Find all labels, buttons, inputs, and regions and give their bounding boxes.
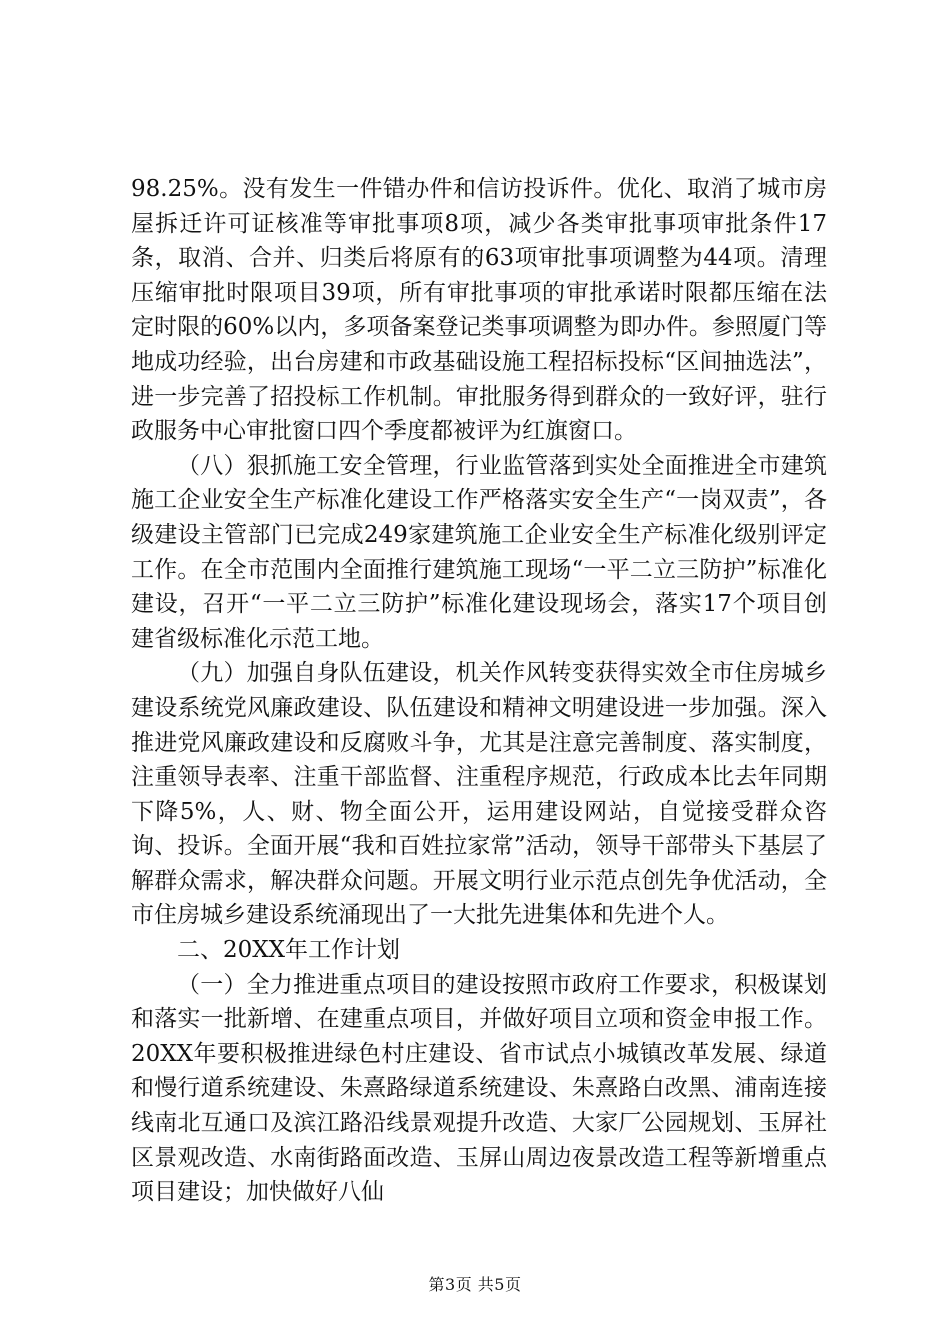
paragraph-approval-summary: 98.25%。没有发生一件错办件和信访投诉件。优化、取消了城市房屋拆迁许可证核准等审批事项8项，减少各类审批事项审批条件17条，取消、合并、归类后将原有的63项审批事项调整为44项。清理压缩审批时限项目39项，所有审批事项的审批承诺时限都压缩在法定时限的60%以内，多项备案登记类事项调整为即办件。参照厦门等地成功经验，出台房建和市政基础设施工程招标投标“区间抽选法”，进一步完善了招投标工作机制。审批服务得到群众的一致好评，驻行政服务中心审批窗口四个季度都被评为红旗窗口。 <box>131 176 827 445</box>
page-number-footer: 第3页 共5页 <box>428 1275 522 1294</box>
section-heading-work-plan: 二、20XX年工作计划 <box>177 937 401 964</box>
paragraph-key-projects: （一）全力推进重点项目的建设按照市政府工作要求，积极谋划和落实一批新增、在建重点项目，并做好项目立项和资金申报工作。20XX年要积极推进绿色村庄建设、省市试点小城镇改革发展、绿道和慢行道系统建设、朱熹路绿道系统建设、朱熹路白改黑、浦南连接线南北互通口及滨江路沿线景观提升改造、大家厂公园规划、玉屏社区景观改造、水南街路面改造、玉屏山周边夜景改造工程等新增重点项目建设；加快做好八仙 <box>131 971 827 1206</box>
document-body <box>131 172 827 1210</box>
paragraph-team-building: （九）加强自身队伍建设，机关作风转变获得实效全市住房城乡建设系统党风廉政建设、队伍建设和精神文明建设进一步加强。深入推进党风廉政建设和反腐败斗争，尤其是注意完善制度、落实制度，注重领导表率、注重干部监督、注重程序规范，行政成本比去年同期下降5%，人、财、物全面公开，运用建设网站，自觉接受群众咨询、投诉。全面开展“我和百姓拉家常”活动，领导干部带头下基层了解群众需求，解决群众问题。开展文明行业示范点创先争优活动，全市住房城乡建设系统涌现出了一大批先进集体和先进个人。 <box>131 660 827 929</box>
paragraph-construction-safety: （八）狠抓施工安全管理，行业监管落到实处全面推进全市建筑施工企业安全生产标准化建设工作严格落实安全生产“一岗双责”，各级建设主管部门已完成249家建筑施工企业安全生产标准化级别评定工作。在全市范围内全面推行建筑施工现场“一平二立三防护”标准化建设，召开“一平二立三防护”标准化建设现场会，落实17个项目创建省级标准化示范工地。 <box>131 452 827 652</box>
